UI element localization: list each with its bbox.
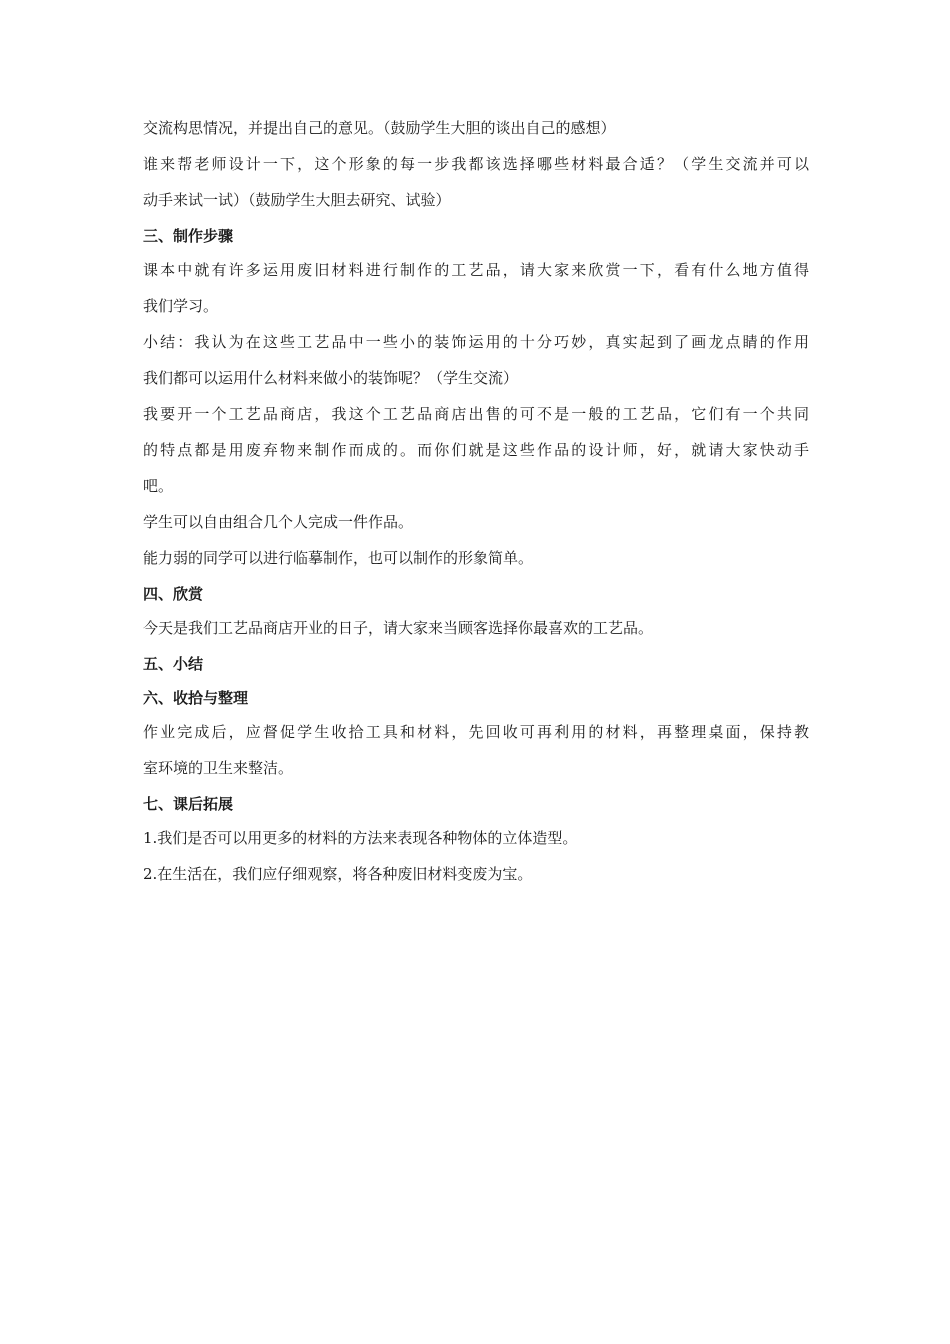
- paragraph-line: 今天是我们工艺品商店开业的日子，请大家来当顾客选择你最喜欢的工艺品。: [143, 619, 654, 637]
- paragraph-line: 学生可以自由组合几个人完成一件作品。: [143, 513, 414, 531]
- paragraph-line: 的特点都是用废弃物来制作而成的。而你们就是这些作品的设计师，好，就请大家快动手: [143, 441, 809, 459]
- paragraph-line: 谁来帮老师设计一下，这个形象的每一步我都该选择哪些材料最合适？（学生交流并可以: [143, 155, 809, 173]
- paragraph-line: 动手来试一试）（鼓励学生大胆去研究、试验）: [143, 191, 451, 209]
- paragraph-line: 课本中就有许多运用废旧材料进行制作的工艺品，请大家来欣赏一下，看有什么地方值得: [143, 261, 809, 279]
- paragraph-line: 作业完成后，应督促学生收拾工具和材料，先回收可再利用的材料，再整理桌面，保持教: [143, 723, 809, 741]
- paragraph-line: 我要开一个工艺品商店，我这个工艺品商店出售的可不是一般的工艺品，它们有一个共同: [143, 405, 809, 423]
- section-heading: 四、欣赏: [143, 585, 204, 603]
- document-body: [143, 116, 809, 898]
- paragraph-line: 我们学习。: [143, 297, 219, 315]
- paragraph-line: 能力弱的同学可以进行临摹制作，也可以制作的形象简单。: [143, 549, 534, 567]
- list-item: 2.在生活在，我们应仔细观察，将各种废旧材料变废为宝。: [143, 865, 533, 883]
- paragraph-line: 小结：我认为在这些工艺品中一些小的装饰运用的十分巧妙，真实起到了画龙点睛的作用: [143, 333, 809, 351]
- paragraph-line: 交流构思情况，并提出自己的意见。（鼓励学生大胆的谈出自己的感想）: [143, 119, 616, 137]
- paragraph-line: 我们都可以运用什么材料来做小的装饰呢？（学生交流）: [143, 369, 519, 387]
- section-heading: 七、课后拓展: [143, 795, 234, 813]
- section-heading: 五、小结: [143, 655, 204, 673]
- list-item: 1.我们是否可以用更多的材料的方法来表现各种物体的立体造型。: [143, 829, 578, 847]
- paragraph-line: 室环境的卫生来整洁。: [143, 759, 294, 777]
- paragraph-line: 吧。: [143, 477, 174, 495]
- section-heading: 六、收拾与整理: [143, 689, 249, 707]
- section-heading: 三、制作步骤: [143, 227, 234, 245]
